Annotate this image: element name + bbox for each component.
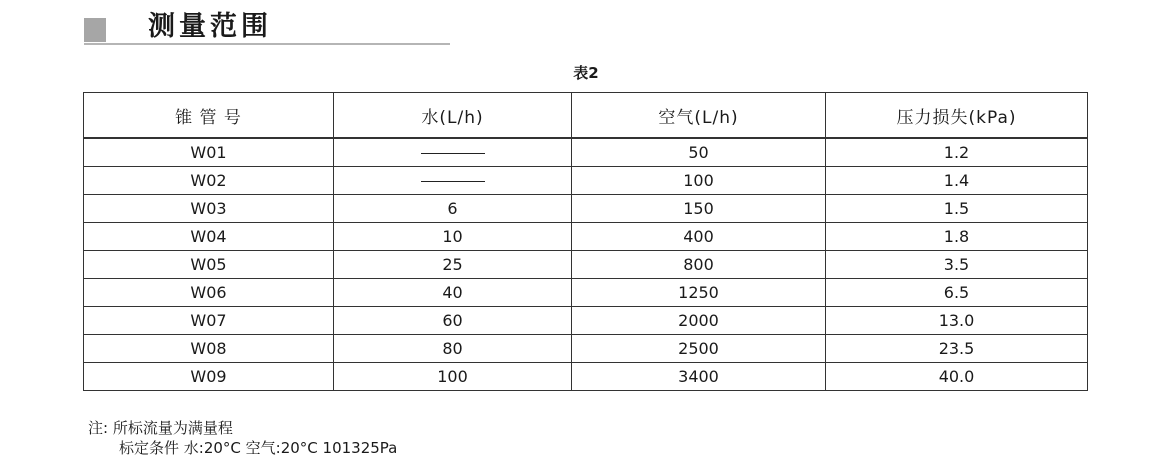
empty-value-dash — [421, 181, 485, 182]
note-line-1: 注: 所标流量为满量程 — [88, 419, 233, 437]
cell-cone-tube: W03 — [84, 195, 334, 223]
cell-pressure-loss: 1.8 — [826, 223, 1088, 251]
cell-pressure-loss: 1.5 — [826, 195, 1088, 223]
cell-air: 100 — [572, 167, 826, 195]
cell-cone-tube: W06 — [84, 279, 334, 307]
cell-pressure-loss: 1.2 — [826, 138, 1088, 167]
cell-water: 80 — [334, 335, 572, 363]
table-row — [84, 279, 1088, 307]
cell-pressure-loss: 23.5 — [826, 335, 1088, 363]
table-header-row — [84, 93, 1088, 139]
header-cone-tube: 锥 管 号 — [84, 93, 334, 139]
table-caption: 表2 — [573, 64, 599, 82]
cell-water: 10 — [334, 223, 572, 251]
cell-water — [334, 167, 572, 195]
cell-air: 800 — [572, 251, 826, 279]
table-row — [84, 335, 1088, 363]
cell-pressure-loss: 6.5 — [826, 279, 1088, 307]
cell-water: 40 — [334, 279, 572, 307]
cell-air: 50 — [572, 138, 826, 167]
cell-cone-tube: W09 — [84, 363, 334, 391]
table-row — [84, 223, 1088, 251]
header-air: 空气(L/h) — [572, 93, 826, 139]
cell-air: 2500 — [572, 335, 826, 363]
table-row — [84, 138, 1088, 167]
cell-cone-tube: W05 — [84, 251, 334, 279]
cell-cone-tube: W01 — [84, 138, 334, 167]
cell-pressure-loss: 40.0 — [826, 363, 1088, 391]
section-title: 测量范围 — [148, 11, 272, 42]
cell-cone-tube: W02 — [84, 167, 334, 195]
cell-cone-tube: W08 — [84, 335, 334, 363]
table-row — [84, 251, 1088, 279]
cell-air: 3400 — [572, 363, 826, 391]
cell-air: 150 — [572, 195, 826, 223]
section-marker — [84, 18, 106, 42]
header-pressure-loss: 压力损失(kPa) — [826, 93, 1088, 139]
table-body — [84, 138, 1088, 391]
table-row — [84, 167, 1088, 195]
section-divider — [84, 43, 450, 45]
note-line-2: 标定条件 水:20°C 空气:20°C 101325Pa — [119, 439, 398, 457]
cell-water: 6 — [334, 195, 572, 223]
cell-pressure-loss: 3.5 — [826, 251, 1088, 279]
cell-water — [334, 138, 572, 167]
cell-cone-tube: W04 — [84, 223, 334, 251]
cell-cone-tube: W07 — [84, 307, 334, 335]
empty-value-dash — [421, 153, 485, 154]
header-water: 水(L/h) — [334, 93, 572, 139]
cell-water: 25 — [334, 251, 572, 279]
table-row — [84, 195, 1088, 223]
measurement-range-table — [83, 92, 1088, 391]
cell-air: 400 — [572, 223, 826, 251]
note — [88, 418, 397, 458]
cell-air: 2000 — [572, 307, 826, 335]
cell-water: 60 — [334, 307, 572, 335]
cell-water: 100 — [334, 363, 572, 391]
cell-air: 1250 — [572, 279, 826, 307]
table-row — [84, 363, 1088, 391]
table-row — [84, 307, 1088, 335]
cell-pressure-loss: 1.4 — [826, 167, 1088, 195]
cell-pressure-loss: 13.0 — [826, 307, 1088, 335]
